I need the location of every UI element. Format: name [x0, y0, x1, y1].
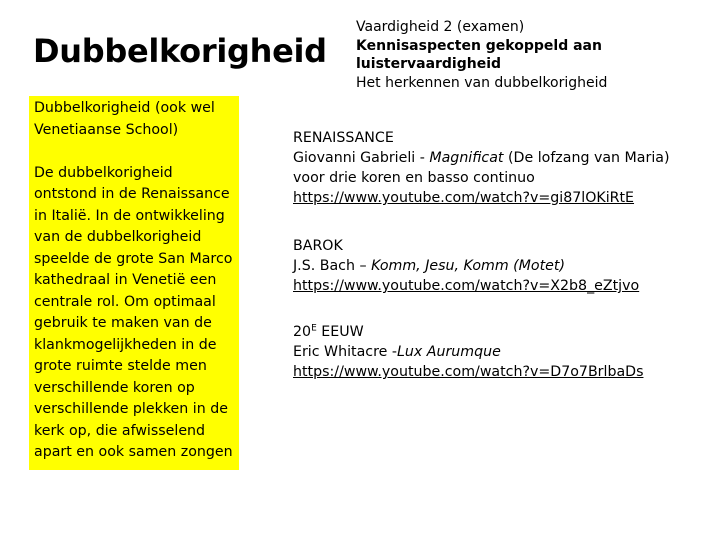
- youtube-link[interactable]: https://www.youtube.com/watch?v=gi87lOKiRtE: [293, 190, 635, 206]
- composer-name: Giovanni Gabrieli -: [293, 150, 430, 166]
- section-heading: $20^E$ EEUW: [293, 323, 364, 340]
- section-detail: voor drie koren en basso continuo: [293, 170, 535, 186]
- composer-name: Eric Whitacre -: [293, 344, 397, 360]
- section-twentieth-century: [293, 322, 713, 382]
- header-line-1: Vaardigheid 2 (examen): [356, 19, 525, 35]
- yellow-paragraph-body: De dubbelkorigheid ontstond in de Renaissance in Italië. In de ontwikkeling van de dubbelkorigheid speelde de grote San Marco kathedraal in Venetië een centrale rol. Om optimaal gebruik te maken van de klankmogelijkheden in de grote ruimte stelde men verschillende koren op verschillende plekken in de kerk op, die afwisselend apart en ook samen zongen: [34, 164, 233, 460]
- section-composer-line: [293, 148, 713, 168]
- youtube-link[interactable]: https://www.youtube.com/watch?v=D7o7BrlbaDs: [293, 364, 644, 380]
- work-title: Komm, Jesu, Komm (Motet): [371, 258, 565, 274]
- yellow-paragraph-intro: Dubbelkorigheid (ook wel Venetiaanse School): [34, 100, 215, 138]
- section-heading: RENAISSANCE: [293, 130, 394, 146]
- yellow-text-block: [34, 98, 240, 485]
- composer-name: J.S. Bach –: [293, 258, 372, 274]
- section-composer-line: [293, 342, 713, 362]
- work-title: Magnificat: [429, 150, 504, 166]
- section-barok: [293, 236, 713, 296]
- header-line-4: Het herkennen van dubbelkorigheid: [356, 74, 608, 91]
- header-line-3: luistervaardigheid: [356, 56, 502, 72]
- work-suffix: (De lofzang van Maria): [503, 150, 670, 166]
- header-block: [356, 18, 686, 92]
- youtube-link[interactable]: https://www.youtube.com/watch?v=X2b8_eZtjvo: [293, 278, 640, 294]
- work-title: Lux Aurumque: [396, 344, 501, 360]
- section-heading: BAROK: [293, 238, 343, 254]
- section-composer-line: [293, 256, 713, 276]
- header-line-2: Kennisaspecten gekoppeld aan: [356, 37, 602, 54]
- section-renaissance: [293, 128, 713, 208]
- page-title: Dubbelkorigheid: [33, 32, 327, 70]
